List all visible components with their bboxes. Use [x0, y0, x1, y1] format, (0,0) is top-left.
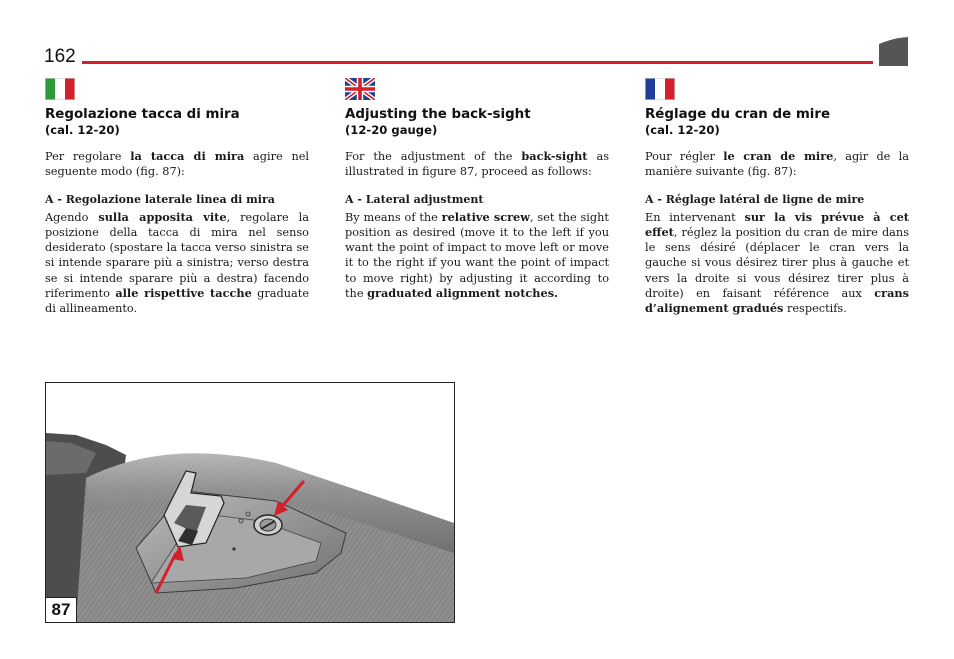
body-paragraph: Agendo sulla apposita vite, regolare la posizione della tacca di mira nel senso desiderato (spostare la tacca verso sinistra se si intende sparare più a sinistra; verso destra se si intende sparare più a destra) facendo riferimento alle rispettive tacche graduate di allineamento.	[45, 209, 309, 316]
subsection-title: A - Réglage latéral de ligne de mire	[645, 192, 865, 206]
subsection-title: A - Regolazione laterale linea di mira	[45, 192, 275, 206]
body-paragraph: En intervenant sur la vis prévue à cet effet, réglez la position du cran de mire dans le sens désiré (déplacer le cran vers la gauche si vous désirez tirer plus à gauche et vers la droite si vous désirez tirer plus à droite) en faisant référence aux crans d’alignement gradués respectifs.	[645, 209, 910, 316]
section-subtitle: (12-20 gauge)	[345, 123, 438, 137]
english-column	[345, 78, 609, 301]
italian-column	[45, 78, 309, 317]
section-title: Adjusting the back-sight	[345, 107, 531, 122]
french-column	[645, 78, 909, 317]
body-paragraph: By means of the relative screw, set the sight position as desired (move it to the left if you want the point of impact to move left or move it to the right if you want the point of impact to move right) by adjusting it according to the graduated alignment notches.	[345, 209, 609, 301]
figure-back-sight-illustration	[45, 382, 455, 623]
intro-paragraph: Per regolare la tacca di mira agire nel seguente modo (fig. 87):	[45, 149, 310, 179]
figure-number-label: 87	[45, 597, 77, 623]
section-title: Réglage du cran de mire	[645, 107, 831, 122]
uk-flag-icon	[345, 78, 375, 100]
french-flag-icon	[645, 78, 675, 100]
page-corner-tab	[879, 37, 908, 66]
intro-paragraph: Pour régler le cran de mire, agir de la manière suivante (fig. 87):	[645, 149, 909, 179]
header-rule	[82, 61, 873, 64]
intro-paragraph: For the adjustment of the back-sight as illustrated in figure 87, proceed as follows:	[345, 149, 610, 179]
section-title: Regolazione tacca di mira	[45, 107, 240, 122]
page-number: 162	[44, 46, 76, 67]
section-subtitle: (cal. 12-20)	[645, 123, 720, 137]
subsection-title: A - Lateral adjustment	[345, 192, 484, 206]
back-sight-drawing	[46, 383, 454, 622]
section-subtitle: (cal. 12-20)	[45, 123, 120, 137]
italian-flag-icon	[45, 78, 75, 100]
